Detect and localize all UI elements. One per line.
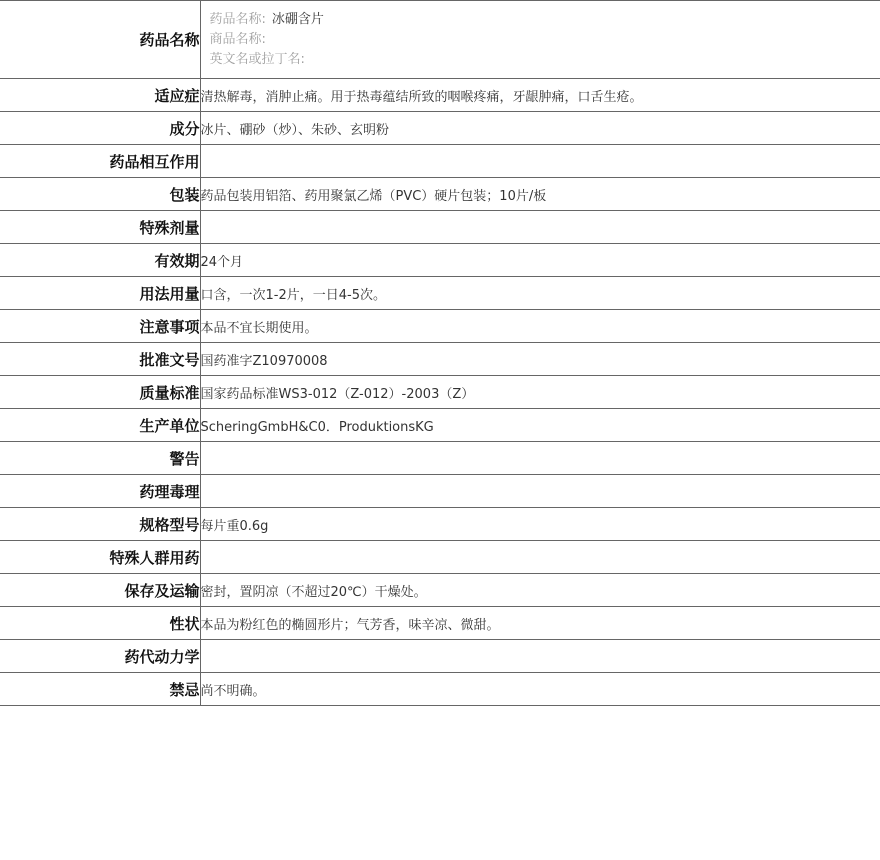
latin-name-label: 英文名或拉丁名: [209, 51, 305, 67]
row-label: 特殊剂量 [0, 211, 200, 244]
row-value [200, 211, 880, 244]
row-label: 适应症 [0, 79, 200, 112]
row-label: 禁忌 [0, 673, 200, 706]
row-label: 用法用量 [0, 277, 200, 310]
row-value [200, 640, 880, 673]
table-row [0, 640, 880, 673]
table-row-drug-name [0, 1, 880, 79]
row-label: 批准文号 [0, 343, 200, 376]
row-value: 密封，置阴凉（不超过20℃）干燥处。 [200, 574, 880, 607]
trade-name-line [210, 30, 880, 50]
table-row [0, 541, 880, 574]
row-value: 药品包装用铝箔、药用聚氯乙烯（PVC）硬片包装；10片/板 [200, 178, 880, 211]
generic-name-value: 冰硼含片 [271, 11, 324, 27]
row-value [200, 442, 880, 475]
table-row [0, 277, 880, 310]
row-label: 生产单位 [0, 409, 200, 442]
table-row [0, 79, 880, 112]
row-label: 药代动力学 [0, 640, 200, 673]
table-row [0, 475, 880, 508]
table-row [0, 310, 880, 343]
table-row [0, 112, 880, 145]
row-label: 药品名称 [0, 1, 200, 79]
row-value: 本品为粉红色的椭圆形片；气芳香，味辛凉、微甜。 [200, 607, 880, 640]
row-value: 本品不宜长期使用。 [200, 310, 880, 343]
table-row [0, 211, 880, 244]
row-label: 警告 [0, 442, 200, 475]
row-label: 特殊人群用药 [0, 541, 200, 574]
row-value [200, 145, 880, 178]
row-value: 口含，一次1-2片，一日4-5次。 [200, 277, 880, 310]
row-label: 注意事项 [0, 310, 200, 343]
row-value: 国药准字Z10970008 [200, 343, 880, 376]
row-label: 成分 [0, 112, 200, 145]
table-row [0, 244, 880, 277]
table-row [0, 442, 880, 475]
row-label: 药理毒理 [0, 475, 200, 508]
table-row [0, 508, 880, 541]
table-row [0, 607, 880, 640]
row-value: 24个月 [200, 244, 880, 277]
trade-name-label: 商品名称: [209, 31, 266, 47]
row-label: 包装 [0, 178, 200, 211]
table-row [0, 376, 880, 409]
generic-name-label: 药品名称: [209, 11, 266, 27]
row-value: 国家药品标准WS3-012（Z-012）-2003（Z） [200, 376, 880, 409]
table-row [0, 145, 880, 178]
table-row [0, 178, 880, 211]
row-value: 每片重0.6g [200, 508, 880, 541]
generic-name-line [210, 10, 880, 30]
row-label: 保存及运输 [0, 574, 200, 607]
row-label: 性状 [0, 607, 200, 640]
row-label: 有效期 [0, 244, 200, 277]
latin-name-line [210, 50, 880, 70]
table-row [0, 673, 880, 706]
row-value [200, 475, 880, 508]
row-label: 药品相互作用 [0, 145, 200, 178]
table-row [0, 343, 880, 376]
row-label: 规格型号 [0, 508, 200, 541]
row-value [200, 541, 880, 574]
table-row [0, 409, 880, 442]
row-value: ScheringGmbH&C0．ProduktionsKG [200, 409, 880, 442]
row-value: 尚不明确。 [200, 673, 880, 706]
name-details [200, 1, 880, 79]
row-label: 质量标准 [0, 376, 200, 409]
row-value: 冰片、硼砂（炒）、朱砂、玄明粉 [200, 112, 880, 145]
table-row [0, 574, 880, 607]
row-value: 清热解毒，消肿止痛。用于热毒蕴结所致的咽喉疼痛，牙龈肿痛，口舌生疮。 [200, 79, 880, 112]
